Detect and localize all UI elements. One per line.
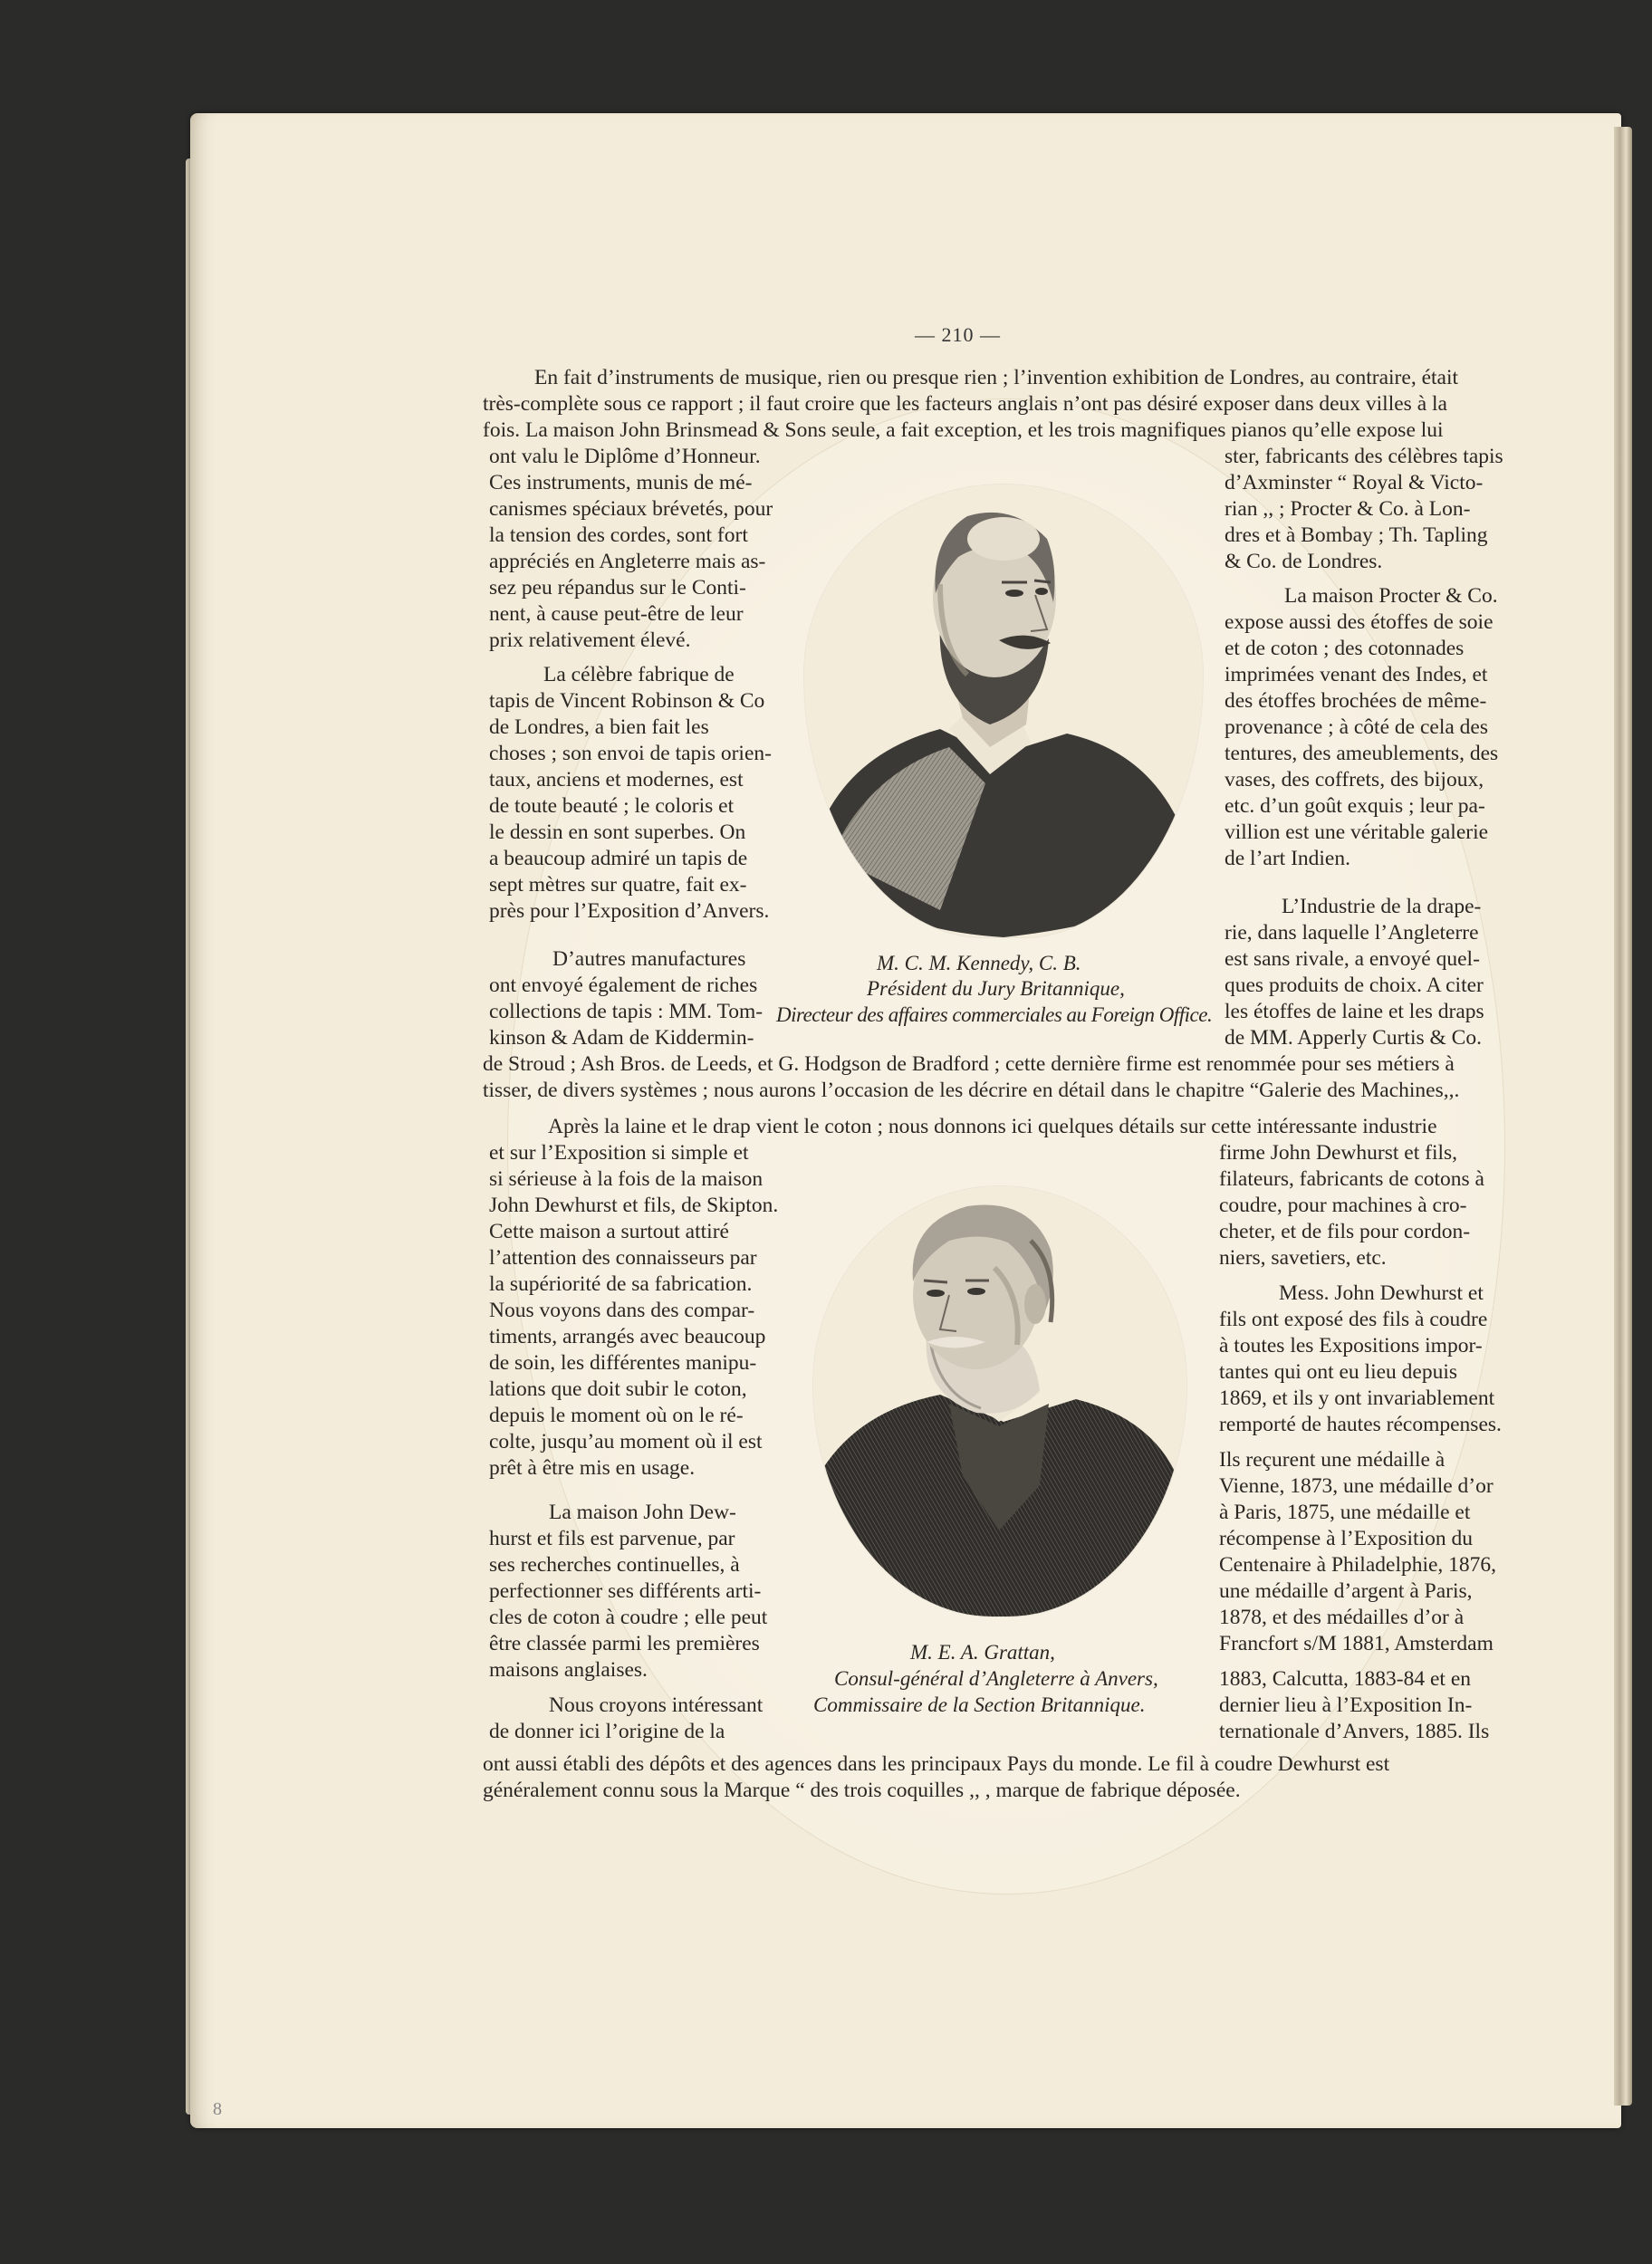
left2-line: ses recherches continuelles, à (489, 1553, 740, 1577)
right1-line: vases, des coffrets, des bijoux, (1225, 768, 1484, 791)
right2-line: Vienne, 1873, une médaille d’or (1219, 1474, 1494, 1498)
left1-line: de toute beauté ; le coloris et (489, 794, 735, 818)
mid-line: Après la laine et le drap vient le coton ; nous donnons ici quelques détails sur cette intéressante industrie (548, 1115, 1437, 1138)
margin-mark: 8 (213, 2099, 222, 2119)
left2-line: hurst et fils est parvenue, par (489, 1527, 735, 1550)
left1-line: tapis de Vincent Robinson & Co (489, 689, 765, 713)
caption-grattan-title: Consul-général d’Angleterre à Anvers, (834, 1667, 1158, 1690)
right2-line: niers, savetiers, etc. (1219, 1246, 1387, 1270)
left2-line: colte, jusqu’au moment où il est (489, 1430, 763, 1453)
page-number: — 210 — (915, 323, 1001, 346)
left2-line: John Dewhurst et fils, de Skipton. (489, 1194, 779, 1217)
final-line: ont aussi établi des dépôts et des agences dans les principaux Pays du monde. Le fil à coudre Dewhurst est (483, 1752, 1390, 1776)
left2-line: lations que doit subir le coton, (489, 1377, 747, 1401)
right1-line: ques produits de choix. A citer (1225, 974, 1484, 997)
left1-line: la tension des cordes, sont fort (489, 523, 748, 547)
right2-line: Ils reçurent une médaille à (1219, 1448, 1446, 1472)
right2-line: fils ont exposé des fils à coudre (1219, 1308, 1488, 1331)
right1-line: villion est une véritable galerie (1225, 820, 1489, 844)
right2-line: à toutes les Expositions impor- (1219, 1334, 1483, 1357)
right1-line: les étoffes de laine et les draps (1225, 1000, 1484, 1023)
final-line: généralement connu sous la Marque “ des trois coquilles ,, , marque de fabrique déposée. (483, 1779, 1241, 1802)
right2-line: Mess. John Dewhurst et (1279, 1281, 1484, 1305)
right2-line: 1878, et des médailles d’or à (1219, 1606, 1465, 1629)
left2-line: cles de coton à coudre ; elle peut (489, 1606, 768, 1629)
left2-line: La maison John Dew- (549, 1501, 736, 1524)
right2-line: cheter, et de fils pour cordon- (1219, 1220, 1471, 1243)
left2-line: prêt à être mis en usage. (489, 1456, 696, 1480)
left1-line: La célèbre fabrique de (543, 663, 735, 686)
right2-line: à Paris, 1875, une médaille et (1219, 1501, 1471, 1524)
left1-line: de Londres, a bien fait les (489, 715, 709, 739)
right2-line: filateurs, fabricants de cotons à (1219, 1167, 1484, 1191)
caption-kennedy-title: Président du Jury Britannique, (867, 977, 1125, 1000)
left2-line: et sur l’Exposition si simple et (489, 1141, 749, 1165)
right2-line: tantes qui ont eu lieu depuis (1219, 1360, 1458, 1384)
caption-grattan-role: Commissaire de la Section Britannique. (813, 1693, 1146, 1716)
mid-line: de Stroud ; Ash Bros. de Leeds, et G. Hodgson de Bradford ; cette dernière firme est renommée pour ses métiers à (483, 1052, 1455, 1076)
right1-line: L’Industrie de la drape- (1282, 895, 1482, 918)
left1-line: choses ; son envoi de tapis orien- (489, 742, 772, 765)
left2-line: de soin, les différentes manipu- (489, 1351, 757, 1375)
right2-line: 1869, et ils y ont invariablement (1219, 1386, 1495, 1410)
right2-line: Centenaire à Philadelphie, 1876, (1219, 1553, 1497, 1577)
right2-line: dernier lieu à l’Exposition In- (1219, 1693, 1473, 1717)
right2-line: récompense à l’Exposition du (1219, 1527, 1473, 1550)
caption-grattan-name: M. E. A. Grattan, (910, 1641, 1055, 1664)
engraving-kennedy (804, 484, 1203, 937)
left1-line: canismes spéciaux brévetés, pour (489, 497, 773, 521)
right1-line: de MM. Apperly Curtis & Co. (1225, 1026, 1482, 1050)
left2-line: la supériorité de sa fabrication. (489, 1272, 753, 1296)
left1-line: prix relativement élevé. (489, 628, 691, 652)
right2-line: coudre, pour machines à cro- (1219, 1194, 1467, 1217)
right2-line: Francfort s/M 1881, Amsterdam (1219, 1632, 1494, 1655)
portrait-grattan (813, 1186, 1186, 1616)
intro-line: très-complète sous ce rapport ; il faut croire que les facteurs anglais n’ont pas désiré exposer dans deux villes à la (483, 392, 1447, 416)
right2-line: 1883, Calcutta, 1883-84 et en (1219, 1667, 1472, 1691)
left2-line: timents, arrangés avec beaucoup (489, 1325, 766, 1348)
left1-line: Ces instruments, munis de mé- (489, 471, 753, 494)
page-stack-edge (1614, 127, 1632, 2106)
right2-line: remporté de hautes récompenses. (1219, 1413, 1502, 1436)
right1-line: rian ,, ; Procter & Co. à Lon- (1225, 497, 1471, 521)
left1-line: sez peu répandus sur le Conti- (489, 576, 746, 600)
right1-line: ster, fabricants des célèbres tapis (1225, 445, 1503, 468)
right1-line: expose aussi des étoffes de soie (1225, 610, 1494, 634)
right1-line: tentures, des ameublements, des (1225, 742, 1499, 765)
left2-line: si sérieuse à la fois de la maison (489, 1167, 764, 1191)
right2-line: ternationale d’Anvers, 1885. Ils (1219, 1720, 1490, 1743)
intro-line: En fait d’instruments de musique, rien ou presque rien ; l’invention exhibition de Londres, au contraire, était (534, 366, 1459, 389)
left2-line: Nous voyons dans des compar- (489, 1299, 755, 1322)
right1-line: rie, dans laquelle l’Angleterre (1225, 921, 1479, 945)
right2-line: firme John Dewhurst et fils, (1219, 1141, 1458, 1165)
left1-line: collections de tapis : MM. Tom- (489, 1000, 764, 1023)
left1-line: D’autres manufactures (552, 947, 746, 971)
right1-line: dres et à Bombay ; Th. Tapling (1225, 523, 1488, 547)
left1-line: nent, à cause peut-être de leur (489, 602, 744, 626)
right1-line: est sans rivale, a envoyé quel- (1225, 947, 1480, 971)
engraving-grattan (813, 1186, 1186, 1616)
left2-line: Nous croyons intéressant (549, 1693, 764, 1717)
left1-line: ont envoyé également de riches (489, 974, 758, 997)
left2-line: de donner ici l’origine de la (489, 1720, 725, 1743)
left2-line: Cette maison a surtout attiré (489, 1220, 729, 1243)
right1-line: provenance ; à côté de cela des (1225, 715, 1488, 739)
left1-line: près pour l’Exposition d’Anvers. (489, 899, 770, 923)
right1-line: d’Axminster “ Royal & Victo- (1225, 471, 1484, 494)
left1-line: sept mètres sur quatre, fait ex- (489, 873, 747, 897)
right1-line: imprimées venant des Indes, et (1225, 663, 1488, 686)
intro-line: fois. La maison John Brinsmead & Sons seule, a fait exception, et les trois magnifiques pianos qu’elle expose lui (483, 418, 1444, 442)
caption-kennedy-name: M. C. M. Kennedy, C. B. (877, 952, 1081, 974)
right1-line: & Co. de Londres. (1225, 550, 1383, 573)
right1-line: de l’art Indien. (1225, 847, 1350, 870)
mid-line: tisser, de divers systèmes ; nous aurons l’occasion de les décrire en détail dans le chapitre “Galerie des Machines,,. (483, 1079, 1460, 1102)
left1-line: appréciés en Angleterre mais as- (489, 550, 766, 573)
left1-line: a beaucoup admiré un tapis de (489, 847, 748, 870)
right1-line: La maison Procter & Co. (1284, 584, 1498, 608)
left2-line: perfectionner ses différents arti- (489, 1579, 762, 1603)
right1-line: etc. d’un goût exquis ; leur pa- (1225, 794, 1485, 818)
left2-line: être classée parmi les premières (489, 1632, 760, 1655)
left1-line: taux, anciens et modernes, est (489, 768, 744, 791)
left2-line: l’attention des connaisseurs par (489, 1246, 757, 1270)
left1-line: kinson & Adam de Kiddermin- (489, 1026, 754, 1050)
right1-line: et de coton ; des cotonnades (1225, 637, 1465, 660)
caption-kennedy-office: Directeur des affaires commerciales au Foreign Office. (776, 1003, 1213, 1026)
right1-line: des étoffes brochées de même- (1225, 689, 1487, 713)
right2-line: une médaille d’argent à Paris, (1219, 1579, 1473, 1603)
left1-line: le dessin en sont superbes. On (489, 820, 746, 844)
portrait-kennedy (804, 484, 1203, 937)
left2-line: maisons anglaises. (489, 1658, 648, 1682)
left2-line: depuis le moment où on le ré- (489, 1404, 744, 1427)
left1-line: ont valu le Diplôme d’Honneur. (489, 445, 761, 468)
